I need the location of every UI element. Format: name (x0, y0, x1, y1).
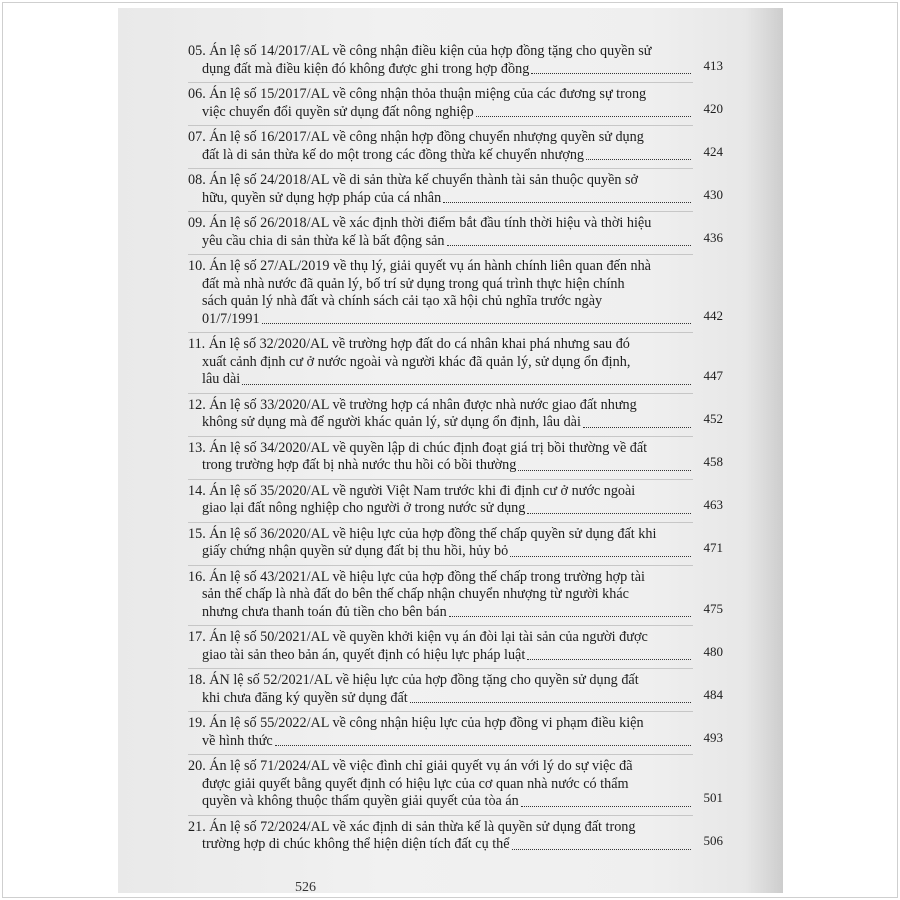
toc-entry-line: 18. ÁN lệ số 52/2021/AL về hiệu lực của hợp đồng tặng cho quyền sử dụng đất (188, 672, 639, 688)
toc-entry-line: 14. Án lệ số 35/2020/AL về người Việt Nam trước khi đi định cư ở nước ngoài (188, 482, 636, 499)
entry-divider (188, 393, 693, 394)
toc-page-number: 420 (703, 100, 723, 116)
entry-divider (188, 711, 693, 712)
toc-entry-last-line (188, 457, 693, 475)
toc-page-number: 480 (703, 643, 723, 659)
toc-entry-last-line (188, 311, 693, 329)
toc-entry-line: 17. Án lệ số 50/2021/AL về quyền khởi kiện vụ án đòi lại tài sản của người được (188, 629, 648, 645)
entry-divider (188, 625, 693, 626)
toc-entry-last-line (188, 690, 693, 708)
book-page (118, 8, 783, 893)
dot-leader (242, 384, 691, 385)
dot-leader (447, 245, 692, 246)
entry-divider (188, 125, 693, 126)
toc-entry-line: sách quản lý nhà đất và chính sách cải tạo xã hội chủ nghĩa trước ngày (202, 293, 603, 309)
entry-divider (188, 479, 693, 480)
toc-page-number: 506 (703, 833, 723, 848)
page-footer-number: 526 (295, 880, 316, 895)
toc-entry (188, 396, 723, 434)
toc-entry-last-line (188, 793, 693, 811)
dot-leader (531, 73, 691, 74)
toc-entry-line: 12. Án lệ số 33/2020/AL về trường hợp cá nhân được nhà nước giao đất nhưng (188, 396, 637, 413)
toc-page-number: 424 (703, 143, 723, 159)
toc-entry-line: xuất cảnh định cư ở nước ngoài và người khác đã quản lý, sử dụng ổn định, (202, 353, 631, 370)
entry-divider (188, 211, 693, 212)
toc-entry (188, 629, 723, 666)
dot-leader (521, 806, 691, 807)
entry-divider (188, 565, 693, 566)
page-gutter-shadow (745, 8, 783, 893)
entry-divider (188, 815, 693, 816)
toc-entry-last-line (188, 233, 693, 251)
dot-leader (449, 616, 691, 617)
toc-page-number: 458 (703, 454, 723, 469)
toc-entry (188, 818, 723, 856)
toc-entry-line: 01/7/1991 (202, 310, 260, 327)
dot-leader (443, 202, 691, 203)
toc-entry (188, 568, 723, 624)
toc-entry (188, 525, 723, 563)
toc-entry-last-line (188, 61, 693, 79)
toc-entry (188, 172, 723, 209)
entry-divider (188, 82, 693, 83)
toc-entry-line: không sử dụng mà để người khác quản lý, sử dụng ổn định, lâu dài (202, 414, 581, 430)
toc-entry (188, 672, 723, 709)
toc-entry-line: quyền và không thuộc thẩm quyền giải quyết của tòa án (202, 793, 519, 809)
toc-entry-line: nhưng chưa thanh toán đủ tiền cho bên bán (202, 603, 447, 620)
dot-leader (510, 556, 691, 557)
entry-divider (188, 754, 693, 755)
toc-page-number: 430 (703, 186, 723, 202)
toc-entry (188, 482, 723, 520)
toc-entry-line: giao lại đất nông nghiệp cho người ở trong nước sử dụng (202, 500, 526, 516)
toc-entry-last-line (188, 543, 693, 561)
entry-divider (188, 254, 693, 255)
toc-entry-line: 10. Án lệ số 27/AL/2019 về thụ lý, giải quyết vụ án hành chính liên quan đến nhà (188, 258, 651, 274)
toc-entry-last-line (188, 836, 693, 854)
toc-page-number: 471 (703, 540, 723, 555)
dot-leader (527, 659, 691, 660)
toc-entry-line: 15. Án lệ số 36/2020/AL về hiệu lực của hợp đồng thế chấp quyền sử dụng đất khi (188, 525, 657, 542)
toc-entry (188, 336, 723, 391)
toc-entry-line: đất mà nhà nước đã quản lý, bố trí sử dụng trong quá trình thực hiện chính (202, 275, 625, 292)
toc-entry-line: lâu dài (202, 371, 241, 387)
toc-entry-line: 07. Án lệ số 16/2017/AL về công nhận hợp đồng chuyển nhượng quyền sử dụng (188, 129, 644, 145)
toc-entry-last-line (188, 500, 693, 518)
toc-page-number: 501 (703, 790, 723, 805)
dot-leader (583, 427, 691, 428)
toc-entry-line: 16. Án lệ số 43/2021/AL về hiệu lực của hợp đồng thế chấp trong trường hợp tài (188, 568, 645, 585)
toc-entry-line: hữu, quyền sử dụng hợp pháp của cá nhân (202, 189, 442, 206)
toc-entry-line: khi chưa đăng ký quyền sử dụng đất (202, 689, 408, 706)
toc-entry-last-line (188, 104, 693, 122)
toc-entry-line: 05. Án lệ số 14/2017/AL về công nhận điều kiện của hợp đồng tặng cho quyền sử (188, 43, 652, 59)
toc-entry (188, 43, 723, 80)
toc-page-number: 463 (703, 497, 723, 512)
toc-entry-line: dụng đất mà điều kiện đó không được ghi trong hợp đồng (202, 60, 530, 77)
toc-entry-last-line (188, 190, 693, 208)
toc-page-number: 447 (703, 368, 723, 383)
toc-entry-line: việc chuyển đổi quyền sử dụng đất nông nghiệp (202, 103, 474, 120)
toc-entry (188, 439, 723, 477)
toc-entry-last-line (188, 414, 693, 432)
toc-entry-line: 19. Án lệ số 55/2022/AL về công nhận hiệu lực của hợp đồng vi phạm điều kiện (188, 715, 644, 731)
toc-entry-line: 13. Án lệ số 34/2020/AL về quyền lập di chúc định đoạt giá trị bồi thường về đất (188, 439, 648, 456)
toc-entry-line: sản thế chấp là nhà đất do bên thế chấp nhận chuyển nhượng từ người khác (202, 586, 629, 602)
toc-entry-line: được giải quyết bằng quyết định có hiệu lực của cơ quan nhà nước có thẩm (202, 775, 629, 792)
toc-entry-line: giao tài sản theo bản án, quyết định có hiệu lực pháp luật (202, 646, 526, 663)
entry-divider (188, 436, 693, 437)
dot-leader (527, 513, 691, 514)
toc-entry-line: 08. Án lệ số 24/2018/AL về di sản thừa kế chuyển thành tài sản thuộc quyền sở (188, 172, 639, 188)
toc-entry-line: trong trường hợp đất bị nhà nước thu hồi có bồi thường (202, 457, 517, 473)
toc-entry (188, 86, 723, 123)
toc-page-number: 442 (703, 307, 723, 323)
dot-leader (275, 745, 691, 746)
dot-leader (476, 116, 691, 117)
toc-entry-line: 09. Án lệ số 26/2018/AL về xác định thời điểm bắt đầu tính thời hiệu và thời hiệu (188, 215, 652, 231)
toc-entry-line: 20. Án lệ số 71/2024/AL về việc đình chỉ giải quyết vụ án với lý do sự việc đã (188, 758, 633, 774)
toc-entry (188, 129, 723, 166)
dot-leader (518, 470, 691, 471)
toc-entry-last-line (188, 647, 693, 665)
toc-page-number: 484 (703, 686, 723, 702)
toc-page-number: 413 (703, 57, 723, 73)
toc-entry (188, 758, 723, 813)
toc-entry-last-line (188, 147, 693, 165)
toc-entry-line: đất là di sản thừa kế do một trong các đồng thừa kế chuyển nhượng (202, 146, 585, 163)
toc-page-number: 436 (703, 229, 723, 245)
toc-page-number: 475 (703, 600, 723, 616)
entry-divider (188, 668, 693, 669)
toc-entry-line: giấy chứng nhận quyền sử dụng đất bị thu hồi, hủy bỏ (202, 543, 509, 559)
entry-divider (188, 522, 693, 523)
toc-entry-line: yêu cầu chia di sản thừa kế là bất động sản (202, 232, 445, 249)
dot-leader (262, 323, 691, 324)
toc-entry-line: trường hợp di chúc không thể hiện diện tích đất cụ thể (202, 836, 510, 852)
entry-divider (188, 332, 693, 333)
toc-entry (188, 715, 723, 752)
dot-leader (512, 849, 691, 850)
toc-page-number: 452 (703, 411, 723, 426)
toc-entry-last-line (188, 604, 693, 622)
toc-entry-last-line (188, 371, 693, 389)
dot-leader (586, 159, 691, 160)
toc-entry-last-line (188, 733, 693, 751)
dot-leader (410, 702, 691, 703)
toc-entry (188, 258, 723, 330)
entry-divider (188, 168, 693, 169)
toc-page-number: 493 (703, 729, 723, 745)
table-of-contents (188, 43, 723, 856)
toc-entry-line: về hình thức (202, 732, 273, 749)
toc-entry-line: 21. Án lệ số 72/2024/AL về xác định di sản thừa kế là quyền sử dụng đất trong (188, 818, 636, 835)
toc-entry-line: 06. Án lệ số 15/2017/AL về công nhận thỏa thuận miệng của các đương sự trong (188, 86, 647, 102)
toc-entry (188, 215, 723, 252)
toc-entry-line: 11. Án lệ số 32/2020/AL về trường hợp đất do cá nhân khai phá nhưng sau đó (188, 336, 630, 352)
